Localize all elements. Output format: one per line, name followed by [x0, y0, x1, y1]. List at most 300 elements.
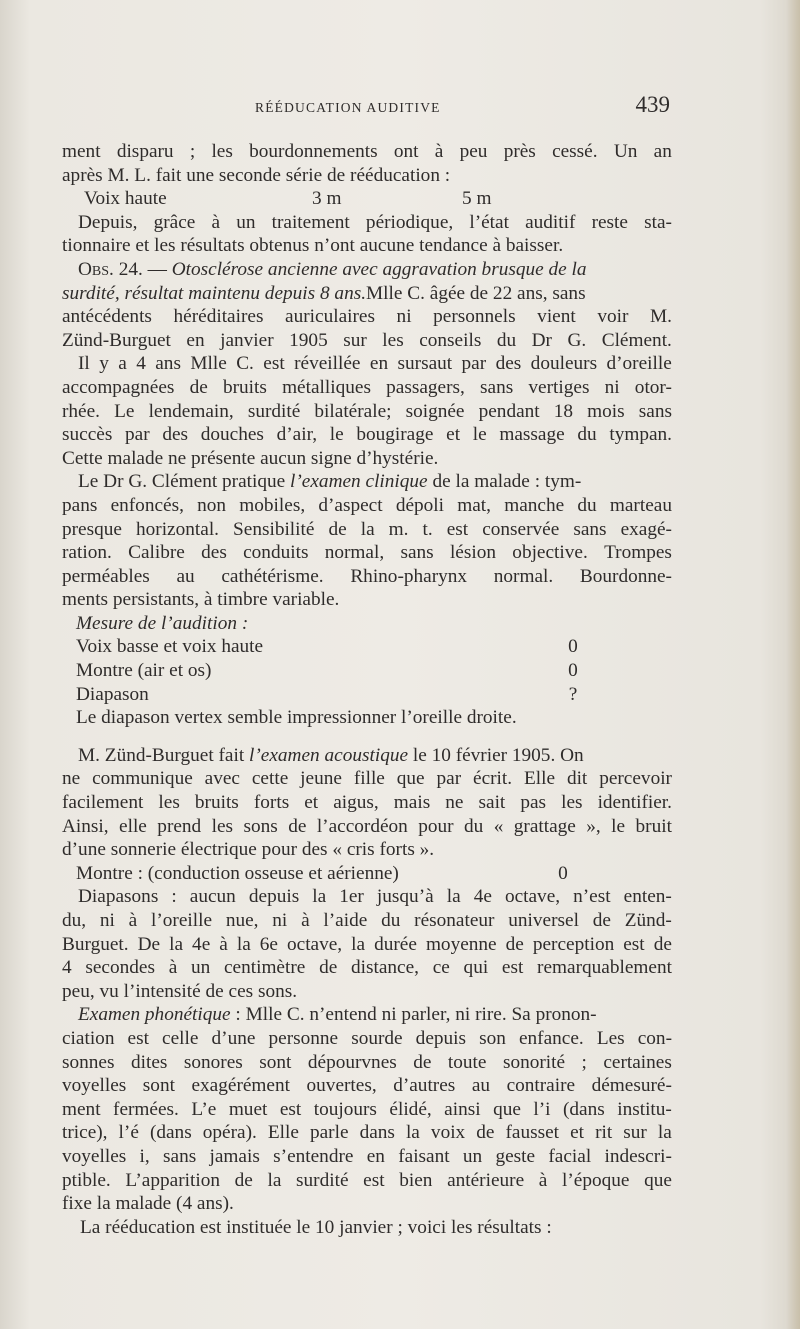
word: elle: [119, 815, 147, 837]
word: L’e: [191, 1098, 217, 1120]
text-line: peu, vu l’intensité de ces sons.: [62, 980, 298, 1002]
word: Calibre: [128, 542, 185, 564]
word: par: [461, 353, 487, 375]
word: la: [312, 886, 327, 908]
word: d’autres: [393, 1075, 456, 1097]
text-line: [62, 140, 672, 164]
text-line: [62, 815, 672, 839]
page-edge-stain: [786, 0, 800, 1329]
word: centimètre: [223, 957, 306, 979]
body-text: [62, 140, 672, 1239]
word: passagers,: [386, 376, 465, 398]
word: la: [351, 933, 366, 955]
word: non: [197, 494, 227, 516]
word: l’état: [469, 211, 509, 233]
mesure-title: Mesure de l’audition :: [76, 612, 249, 634]
word: est: [501, 957, 524, 979]
voix-haute-value-2: 5 m: [462, 188, 492, 210]
word: mobiles,: [239, 494, 306, 516]
word: Diapasons: [78, 886, 159, 908]
word: nue,: [225, 910, 259, 931]
word: depuis: [415, 1027, 467, 1049]
word: est: [263, 353, 285, 375]
page-number: 439: [635, 92, 670, 117]
word: Dr: [531, 329, 552, 351]
voix-haute-row: [62, 187, 672, 211]
word: de: [476, 1122, 495, 1144]
word: 4: [136, 353, 146, 375]
word: sans: [480, 376, 514, 398]
word: an: [653, 141, 672, 162]
word: par: [436, 768, 462, 790]
word: Un: [613, 141, 638, 162]
word: de: [413, 1051, 432, 1073]
word: à: [434, 141, 444, 162]
word: secondes: [85, 957, 155, 979]
word: au: [176, 565, 195, 587]
word: aucun: [189, 886, 236, 908]
text-line: [62, 494, 672, 518]
word: sourde: [351, 1027, 403, 1049]
mesure-row-label: Voix basse et voix haute: [76, 636, 264, 658]
word: enfoncés,: [110, 494, 184, 516]
word: 4e: [192, 933, 211, 955]
word: con-: [637, 1027, 672, 1049]
word: reste: [591, 211, 628, 233]
word: sons: [243, 815, 278, 837]
word: des: [495, 353, 522, 375]
word: facilement: [62, 792, 144, 814]
word: Mlle: [190, 353, 227, 375]
word: ont: [393, 141, 419, 162]
word: tympan.: [609, 424, 672, 446]
word: octave,: [287, 933, 343, 955]
word: ni: [396, 306, 412, 328]
word: les: [211, 815, 234, 837]
word: et: [570, 1122, 585, 1144]
word: bruits: [222, 376, 267, 398]
text-line: [62, 352, 672, 376]
word: sans: [573, 518, 607, 540]
word: périodique,: [365, 211, 454, 233]
word: sonnes: [62, 1051, 115, 1073]
word: pas: [520, 792, 547, 814]
word: sta-: [644, 211, 672, 233]
word: geste: [495, 1145, 536, 1167]
word: y: [99, 353, 109, 375]
word: Elle: [523, 768, 556, 790]
word: élidé,: [389, 1098, 432, 1120]
word: facial: [548, 1145, 592, 1167]
word: vertiges: [528, 376, 590, 398]
word: des: [201, 542, 227, 564]
word: antécédents: [62, 306, 152, 328]
word: sans: [400, 542, 434, 564]
word: qui: [463, 957, 489, 979]
word: (dans: [562, 1098, 605, 1120]
word: pour: [418, 815, 454, 837]
word: est: [623, 933, 645, 955]
word: jeune: [300, 768, 342, 790]
word: Rhino-pharynx: [350, 565, 468, 587]
word: »,: [586, 815, 601, 837]
word: 18: [553, 400, 574, 422]
text-line: [62, 518, 672, 542]
word: normal.: [493, 565, 554, 587]
word: ne: [62, 768, 81, 790]
word: écrit.: [473, 768, 513, 790]
word: l’accordéon: [316, 815, 408, 837]
voix-haute-value-1: 3 m: [312, 188, 342, 210]
word: n’est: [573, 886, 611, 908]
word: Clément.: [601, 329, 672, 351]
word: de: [505, 933, 524, 955]
word: la: [446, 886, 461, 908]
word: en: [369, 353, 389, 375]
word: enfance.: [518, 1027, 584, 1049]
word: que: [396, 768, 425, 790]
text-line: d’une sonnerie électrique pour des « cris forts ».: [62, 839, 435, 861]
text-span: de la malade : tym-: [427, 471, 582, 493]
word: personnels: [433, 306, 516, 328]
word: a: [118, 353, 127, 375]
word: sonores: [183, 1051, 243, 1073]
word: sur: [343, 329, 367, 351]
word: bilatérale;: [314, 400, 392, 422]
text-line: [62, 423, 672, 447]
word: dépoli: [395, 494, 445, 516]
word: voir: [597, 306, 629, 328]
word: Zünd-: [624, 910, 672, 931]
word: lésion: [449, 542, 497, 564]
word: 4e: [473, 886, 492, 908]
text-italic: Examen phonétique: [78, 1004, 231, 1026]
word: auditif: [525, 211, 576, 233]
word: métalliques: [282, 376, 371, 398]
text-span: Le Dr G. Clément pratique: [78, 471, 291, 493]
text-line: [62, 376, 672, 400]
word: dit: [566, 768, 588, 790]
text-line: [62, 541, 672, 565]
word: G.: [567, 329, 587, 351]
word: s’entendre: [273, 1145, 354, 1167]
word: d’aspect: [318, 494, 383, 516]
word: bruit: [635, 815, 672, 837]
word: exagérément: [191, 1075, 290, 1097]
word: m.: [388, 518, 409, 540]
word: les: [561, 792, 583, 814]
text-span: M. Zünd-Burguet fait: [78, 744, 250, 766]
word: grattage: [513, 815, 576, 837]
text-line: [62, 211, 672, 235]
word: perméables: [62, 565, 150, 587]
word: est: [279, 1098, 302, 1120]
text-line: après M. L. fait une seconde série de rééducation :: [62, 164, 451, 186]
word: aigus,: [333, 792, 379, 814]
text-line: [62, 767, 672, 791]
text-line: [62, 933, 672, 957]
word: sur: [623, 1122, 647, 1144]
word: succès: [62, 424, 113, 446]
word: normal,: [324, 542, 385, 564]
word: dépourvnes: [307, 1051, 397, 1073]
text-line: [62, 400, 672, 424]
word: les: [158, 792, 180, 814]
word: fermées.: [113, 1098, 179, 1120]
word: les: [211, 141, 233, 162]
word: 1er: [339, 886, 364, 908]
word: résonateur: [414, 910, 495, 931]
word: Burguet.: [62, 933, 129, 955]
word: auriculaires: [285, 306, 375, 328]
observation-dash: —: [142, 258, 172, 280]
word: l’aide: [323, 910, 368, 931]
word: les: [382, 329, 404, 351]
word: la: [267, 1169, 282, 1191]
word: cessé.: [552, 141, 598, 162]
text-line: [62, 1003, 672, 1027]
text-line: [62, 1169, 672, 1193]
observation-title-cont: surdité, résultat maintenu depuis 8 ans.: [62, 282, 367, 304]
word: sont: [259, 1051, 292, 1073]
word: conseils: [419, 329, 482, 351]
word: dites: [130, 1051, 168, 1073]
word: le: [472, 424, 487, 446]
word: bougirage: [356, 424, 434, 446]
montre-label: Montre : (conduction osseuse et aérienne): [76, 862, 399, 884]
word: traitement: [271, 211, 350, 233]
word: Zünd-Burguet: [62, 329, 171, 351]
word: forts: [253, 792, 290, 814]
word: avec: [204, 768, 240, 790]
word: fausset: [505, 1122, 560, 1144]
word: à: [301, 910, 310, 931]
text-italic: l’examen clinique: [290, 471, 428, 493]
word: dans: [359, 1122, 395, 1144]
observation-heading: [62, 258, 672, 282]
text-italic: l’examen acoustique: [249, 744, 409, 766]
word: réveillée: [294, 353, 361, 375]
word: de: [592, 910, 611, 931]
text-line: La rééducation est instituée le 10 janvier ; voici les résultats :: [80, 1216, 552, 1238]
word: par: [125, 424, 150, 446]
observation-title: Otosclérose ancienne avec aggravation brusque de la: [171, 258, 587, 280]
word: ne: [445, 792, 464, 814]
word: un: [190, 957, 211, 979]
word: ans: [155, 353, 181, 375]
mesure-row-label: Diapason: [76, 683, 149, 705]
text-line: [62, 909, 672, 933]
word: que: [493, 1098, 521, 1120]
word: sans: [163, 1145, 197, 1167]
word: rit: [595, 1122, 613, 1144]
montre-value: 0: [558, 862, 568, 884]
word: disparu: [116, 141, 174, 162]
word: Ainsi,: [62, 815, 109, 837]
word: et: [304, 792, 319, 814]
word: sont: [142, 1075, 175, 1097]
text-line: [62, 470, 672, 494]
word: cathétérisme.: [221, 565, 324, 587]
word: ;: [581, 1051, 587, 1073]
text-line: [62, 1051, 672, 1075]
word: Depuis,: [78, 211, 138, 233]
text-line: fixe la malade (4 ans).: [62, 1193, 234, 1215]
word: cette: [251, 768, 289, 790]
word: son: [479, 1027, 506, 1049]
word: perception: [532, 933, 615, 955]
word: la: [169, 933, 184, 955]
word: près: [503, 141, 536, 162]
word: trice),: [62, 1122, 108, 1144]
page-header: [0, 92, 800, 122]
word: manche: [504, 494, 565, 516]
word: de: [234, 1169, 253, 1191]
word: durée: [374, 933, 417, 955]
word: C.: [236, 353, 254, 375]
word: massage: [499, 424, 565, 446]
word: ptible.: [62, 1169, 111, 1191]
word: contraire: [506, 1075, 576, 1097]
text-line: Le diapason vertex semble impressionner l’oreille droite.: [76, 707, 517, 729]
word: identifier.: [597, 792, 672, 814]
word: moyenne: [425, 933, 497, 955]
word: bien: [399, 1169, 433, 1191]
word: prend: [157, 815, 202, 837]
word: à: [168, 957, 178, 979]
word: est: [127, 1027, 149, 1049]
word: i,: [139, 1145, 150, 1167]
word: 1905: [289, 329, 328, 351]
text-line: [62, 305, 672, 329]
word: conduits: [243, 542, 309, 564]
text-span: : Mlle C. n’entend ni parler, ni rire. Sa pronon-: [230, 1004, 597, 1026]
word: ce: [432, 957, 450, 979]
word: M.: [649, 306, 672, 328]
observation-label: Obs. 24.: [78, 258, 143, 280]
mesure-row-value: ?: [568, 683, 578, 705]
text-line: [62, 956, 672, 980]
mesure-row-value: 0: [568, 636, 578, 658]
word: fille: [353, 768, 385, 790]
word: la: [657, 1122, 672, 1144]
word: ment: [62, 141, 101, 162]
voix-haute-label: Voix haute: [84, 188, 167, 210]
word: de: [288, 815, 307, 837]
word: objective.: [512, 542, 588, 564]
text-span: le 10 février 1905. On: [408, 744, 584, 766]
word: en: [186, 329, 205, 351]
word: certaines: [603, 1051, 672, 1073]
word: à: [128, 910, 138, 931]
word: d’air,: [276, 424, 318, 446]
word: au: [471, 1075, 491, 1097]
word: héréditaires: [173, 306, 264, 328]
word: à: [538, 1169, 548, 1191]
word: distance,: [350, 957, 419, 979]
text-line: [62, 565, 672, 589]
word: Le: [114, 400, 135, 422]
word: antérieure: [447, 1169, 525, 1191]
word: surdité: [247, 400, 301, 422]
word: la: [236, 933, 251, 955]
word: remarquablement: [537, 957, 672, 979]
word: ni: [272, 910, 288, 931]
text-line: tionnaire et les résultats obtenus n’ont aucune tendance à baisser.: [62, 235, 564, 257]
word: du: [496, 329, 517, 351]
word: douleurs: [530, 353, 598, 375]
word: mois: [587, 400, 625, 422]
word: est: [446, 518, 469, 540]
text-line: [62, 1145, 672, 1169]
word: d’une: [211, 1027, 256, 1049]
word: Sensibilité: [233, 518, 315, 540]
mesure-row: [62, 659, 672, 683]
word: ciation: [62, 1027, 115, 1049]
word: opéra).: [202, 1122, 257, 1144]
word: du: [464, 815, 484, 837]
word: enten-: [623, 886, 672, 908]
word: rhée.: [62, 400, 100, 422]
word: ouvertes,: [306, 1075, 377, 1097]
word: indescri-: [604, 1145, 672, 1167]
mesure-row: [62, 635, 672, 659]
word: l’oreille: [151, 910, 213, 931]
word: sait: [478, 792, 506, 814]
word: ainsi: [444, 1098, 481, 1120]
word: celle: [162, 1027, 199, 1049]
word: peu: [459, 141, 488, 162]
word: le: [329, 424, 344, 446]
word: du: [577, 424, 597, 446]
word: l’i: [533, 1098, 551, 1120]
word: soignée: [405, 400, 465, 422]
word: toujours: [313, 1098, 377, 1120]
word: du: [577, 494, 597, 516]
word: vient: [537, 306, 576, 328]
word: Elle: [267, 1122, 299, 1144]
word: surdité: [296, 1169, 349, 1191]
word: janvier: [220, 329, 274, 351]
word: jamais: [209, 1145, 260, 1167]
word: 6e: [259, 933, 278, 955]
word: de: [653, 933, 672, 955]
word: et: [446, 424, 461, 446]
word: un: [462, 1145, 483, 1167]
word: l’époque: [561, 1169, 630, 1191]
observation-text: Mlle C. âgée de 22 ans, sans: [366, 282, 586, 304]
word: l’é: [118, 1122, 139, 1144]
text-line: Cette malade ne présente aucun signe d’hystérie.: [62, 447, 439, 469]
text-line: [62, 1027, 672, 1051]
word: douches: [200, 424, 264, 446]
word: à: [211, 211, 221, 233]
word: t.: [422, 518, 433, 540]
word: «: [493, 815, 504, 837]
text-line: [62, 791, 672, 815]
word: grâce: [153, 211, 196, 233]
word: sursaut: [397, 353, 453, 375]
word: des: [162, 424, 189, 446]
word: (dans: [149, 1122, 192, 1144]
word: personne: [268, 1027, 339, 1049]
text-line: [62, 1074, 672, 1098]
word: le: [611, 815, 626, 837]
running-head: RÉÉDUCATION AUDITIVE: [255, 100, 441, 115]
word: accompagnées: [62, 376, 175, 398]
word: marteau: [609, 494, 672, 516]
word: voix: [430, 1122, 466, 1144]
